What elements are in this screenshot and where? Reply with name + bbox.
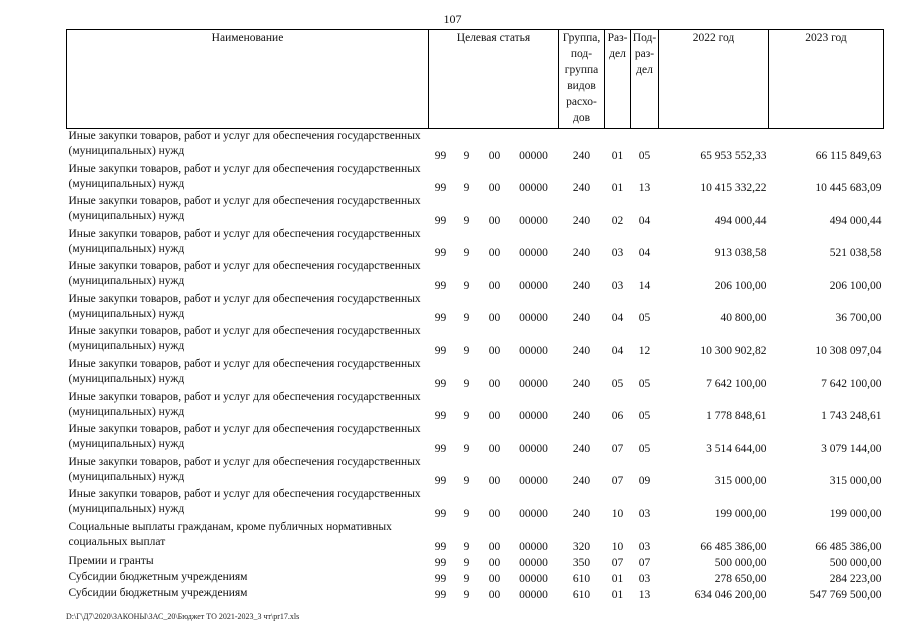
row-subprogram: 9 [463,556,470,569]
row-subsection: 04 [638,214,651,227]
row-section: 03 [611,247,624,260]
row-name: Иные закупки товаров, работ и услуг для обеспечения государственных (муниципальных) нужд [68,260,421,288]
row-section: 10 [611,540,624,553]
row-direction: 00000 [519,475,548,488]
row-amount-2022: 913 038,58 [714,247,767,260]
row-direction: 00000 [519,247,548,260]
row-program: 99 [434,475,447,488]
row-amount-2023: 36 700,00 [835,312,882,325]
row-name: Иные закупки товаров, работ и услуг для обеспечения государственных (муниципальных) нужд [68,130,421,157]
row-amount-2023: 284 223,00 [829,572,882,585]
table-row [67,292,884,325]
row-amount-2022: 494 000,44 [714,214,767,227]
row-name: Иные закупки товаров, работ и услуг для обеспечения государственных (муниципальных) нужд [68,423,421,451]
row-subprogram: 9 [463,377,470,390]
row-subprogram: 9 [463,572,470,585]
row-expense-type: 240 [572,182,591,195]
row-amount-2023: 3 079 144,00 [821,442,882,455]
row-section: 01 [611,182,624,195]
row-subprogram: 9 [463,182,470,195]
row-expense-type: 240 [572,410,591,423]
table-body [67,129,884,601]
row-group: 00 [488,508,501,521]
row-subsection: 05 [638,442,651,455]
row-direction: 00000 [519,149,548,162]
row-group: 00 [488,312,501,325]
row-group: 00 [488,410,501,423]
row-subsection: 12 [638,345,651,358]
row-group: 00 [488,149,501,162]
row-name: Иные закупки товаров, работ и услуг для обеспечения государственных (муниципальных) нужд [68,227,421,255]
row-section: 05 [611,377,624,390]
row-subprogram: 9 [463,312,470,325]
row-subsection: 03 [638,572,651,585]
row-group: 00 [488,442,501,455]
row-amount-2022: 199 000,00 [714,508,767,521]
row-expense-type: 240 [572,279,591,292]
row-program: 99 [434,508,447,521]
row-group: 00 [488,182,501,195]
row-direction: 00000 [519,410,548,423]
table-row [67,569,884,585]
row-amount-2023: 1 743 248,61 [821,410,882,423]
row-name: Иные закупки товаров, работ и услуг для обеспечения государственных (муниципальных) нужд [68,455,421,483]
row-direction: 00000 [519,540,548,553]
row-name: Иные закупки товаров, работ и услуг для обеспечения государственных (муниципальных) нужд [68,292,421,320]
row-direction: 00000 [519,279,548,292]
row-direction: 00000 [519,312,548,325]
table-row [67,259,884,292]
row-section: 04 [611,312,624,325]
row-subprogram: 9 [463,345,470,358]
row-section: 01 [611,149,624,162]
row-expense-type: 240 [572,312,591,325]
row-subprogram: 9 [463,279,470,292]
header-section: Раз-дел [605,30,631,129]
row-amount-2023: 547 769 500,00 [809,588,882,601]
table-row [67,324,884,357]
row-amount-2022: 206 100,00 [714,279,767,292]
table-row [67,390,884,423]
row-name: Субсидии бюджетным учреждениям [68,570,248,583]
row-section: 07 [611,556,624,569]
budget-table [66,29,884,601]
row-subsection: 13 [638,182,651,195]
row-subsection: 07 [638,556,651,569]
row-subsection: 05 [638,312,651,325]
row-group: 00 [488,247,501,260]
row-amount-2023: 521 038,58 [829,247,882,260]
header-target: Целевая статья [429,30,559,129]
table-row [67,455,884,488]
row-name: Иные закупки товаров, работ и услуг для обеспечения государственных (муниципальных) нужд [68,195,421,223]
row-group: 00 [488,345,501,358]
row-subprogram: 9 [463,540,470,553]
row-subsection: 05 [638,377,651,390]
row-group: 00 [488,556,501,569]
row-amount-2022: 1 778 848,61 [706,410,767,423]
row-subprogram: 9 [463,149,470,162]
table-row [67,227,884,260]
row-group: 00 [488,214,501,227]
row-expense-type: 240 [572,345,591,358]
row-amount-2022: 10 300 902,82 [700,345,767,358]
row-expense-type: 320 [572,540,591,553]
row-group: 00 [488,540,501,553]
table-row [67,129,884,162]
row-amount-2022: 634 046 200,00 [694,588,767,601]
row-expense-type: 240 [572,149,591,162]
row-group: 00 [488,475,501,488]
row-group: 00 [488,279,501,292]
row-section: 04 [611,345,624,358]
row-subprogram: 9 [463,410,470,423]
row-program: 99 [434,377,447,390]
row-expense-type: 240 [572,247,591,260]
header-subsection: Под-раз-дел [631,30,659,129]
row-subprogram: 9 [463,508,470,521]
row-direction: 00000 [519,345,548,358]
row-amount-2022: 315 000,00 [714,475,767,488]
row-program: 99 [434,410,447,423]
row-subprogram: 9 [463,247,470,260]
row-subsection: 04 [638,247,651,260]
header-year-2022: 2022 год [659,30,769,129]
row-section: 03 [611,279,624,292]
row-section: 07 [611,442,624,455]
row-amount-2023: 199 000,00 [829,508,882,521]
row-amount-2023: 494 000,44 [829,214,882,227]
row-program: 99 [434,588,447,601]
row-amount-2022: 10 415 332,22 [700,182,767,195]
table-row [67,553,884,569]
row-program: 99 [434,345,447,358]
row-section: 01 [611,572,624,585]
row-amount-2022: 3 514 644,00 [706,442,767,455]
table-row [67,194,884,227]
row-section: 01 [611,588,624,601]
row-amount-2022: 7 642 100,00 [706,377,767,390]
row-program: 99 [434,572,447,585]
row-amount-2023: 7 642 100,00 [821,377,882,390]
table-row [67,162,884,195]
row-amount-2023: 66 115 849,63 [815,149,882,162]
row-subsection: 03 [638,508,651,521]
row-group: 00 [488,572,501,585]
row-expense-type: 610 [572,588,591,601]
row-direction: 00000 [519,182,548,195]
header-name: Наименование [67,30,429,129]
row-direction: 00000 [519,508,548,521]
row-subprogram: 9 [463,475,470,488]
header-group: Группа, под-группа видов расхо-дов [559,30,605,129]
row-expense-type: 240 [572,475,591,488]
row-amount-2023: 500 000,00 [829,556,882,569]
row-amount-2023: 66 485 386,00 [815,540,882,553]
table-row [67,357,884,390]
row-program: 99 [434,247,447,260]
row-name: Иные закупки товаров, работ и услуг для обеспечения государственных (муниципальных) нужд [68,325,421,353]
row-amount-2022: 500 000,00 [714,556,767,569]
row-subprogram: 9 [463,588,470,601]
row-program: 99 [434,182,447,195]
table-row [67,585,884,601]
row-amount-2022: 65 953 552,33 [700,149,767,162]
row-name: Иные закупки товаров, работ и услуг для обеспечения государственных (муниципальных) нужд [68,488,421,516]
header-year-2023: 2023 год [769,30,884,129]
table-row [67,422,884,455]
table-row [67,520,884,553]
row-program: 99 [434,149,447,162]
row-direction: 00000 [519,214,548,227]
row-program: 99 [434,279,447,292]
row-group: 00 [488,377,501,390]
row-name: Социальные выплаты гражданам, кроме публичных нормативных социальных выплат [68,521,392,549]
row-expense-type: 350 [572,556,591,569]
row-expense-type: 240 [572,508,591,521]
row-section: 02 [611,214,624,227]
row-direction: 00000 [519,556,548,569]
row-name: Субсидии бюджетным учреждениям [68,586,248,599]
row-group: 00 [488,588,501,601]
page-number: 107 [443,12,462,26]
row-direction: 00000 [519,442,548,455]
row-amount-2022: 66 485 386,00 [700,540,767,553]
row-program: 99 [434,540,447,553]
row-subsection: 03 [638,540,651,553]
table-header [67,30,884,129]
row-section: 10 [611,508,624,521]
row-subsection: 09 [638,475,651,488]
row-program: 99 [434,556,447,569]
row-subsection: 13 [638,588,651,601]
row-expense-type: 240 [572,442,591,455]
row-name: Иные закупки товаров, работ и услуг для обеспечения государственных (муниципальных) нужд [68,358,421,386]
row-expense-type: 240 [572,377,591,390]
table-row [67,487,884,520]
row-subsection: 05 [638,410,651,423]
row-program: 99 [434,214,447,227]
row-expense-type: 240 [572,214,591,227]
row-subsection: 05 [638,149,651,162]
row-amount-2022: 278 650,00 [714,572,767,585]
row-subprogram: 9 [463,442,470,455]
row-subprogram: 9 [463,214,470,227]
row-program: 99 [434,312,447,325]
row-direction: 00000 [519,588,548,601]
row-name: Иные закупки товаров, работ и услуг для обеспечения государственных (муниципальных) нужд [68,390,421,418]
row-amount-2023: 10 445 683,09 [815,182,882,195]
row-section: 07 [611,475,624,488]
row-amount-2023: 206 100,00 [829,279,882,292]
row-amount-2022: 40 800,00 [720,312,767,325]
row-amount-2023: 10 308 097,04 [815,345,882,358]
row-amount-2023: 315 000,00 [829,475,882,488]
row-direction: 00000 [519,377,548,390]
row-name: Премии и гранты [68,554,154,567]
row-expense-type: 610 [572,572,591,585]
row-section: 06 [611,410,624,423]
row-program: 99 [434,442,447,455]
row-subsection: 14 [638,279,651,292]
row-direction: 00000 [519,572,548,585]
file-path: D:\Г\Д7\2020\ЗАКОНЫ\ЗАС_20\Бюджет ТО 2021-2023_3 чт\pr17.xls [66,612,300,621]
row-name: Иные закупки товаров, работ и услуг для обеспечения государственных (муниципальных) нужд [68,162,421,190]
